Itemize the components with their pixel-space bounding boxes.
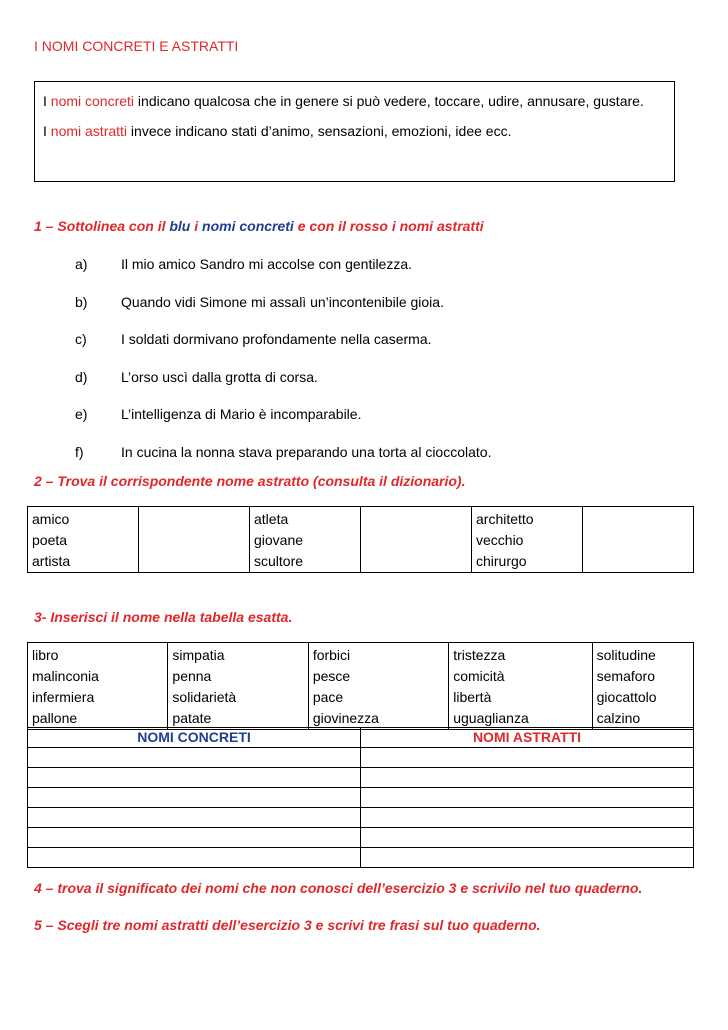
word: chirurgo (476, 553, 527, 569)
concreti-answer-cell[interactable] (28, 748, 361, 768)
word: amico (32, 511, 70, 527)
exercise2-word-cell (472, 507, 583, 573)
exercise2-table (27, 506, 694, 573)
sentence-d (75, 369, 491, 407)
word: infermiera (32, 689, 95, 705)
exercise3-word-column (168, 643, 308, 730)
sentence-letter: e) (75, 406, 88, 422)
exercise2-answer-cell[interactable] (583, 507, 694, 573)
word: pace (312, 689, 344, 705)
exercise1-part1: 1 – Sottolinea con il (34, 218, 170, 234)
word: calzino (596, 710, 641, 726)
word: patate (172, 710, 212, 726)
sentence-b (75, 294, 491, 332)
exercise1-blu: blu (169, 218, 191, 234)
word: penna (172, 668, 212, 684)
sentence-text: In cucina la nonna stava preparando una torta al cioccolato. (121, 443, 492, 460)
concreti-answer-cell[interactable] (28, 768, 361, 788)
word: pallone (32, 710, 78, 726)
sentence-a (75, 256, 491, 294)
page-title: I NOMI CONCRETI E ASTRATTI (34, 38, 239, 54)
exercise3-word-column (592, 643, 693, 730)
sentence-text: L’intelligenza di Mario è incomparabile. (121, 406, 362, 422)
word: architetto (476, 511, 534, 527)
table-row (28, 768, 694, 788)
sentence-c (75, 331, 491, 369)
word: atleta (254, 511, 289, 527)
sentence-letter: c) (75, 331, 87, 347)
sentence-e (75, 406, 491, 444)
astratti-answer-cell[interactable] (361, 848, 694, 868)
word: uguaglianza (453, 710, 529, 726)
word: artista (32, 553, 71, 569)
table-row (28, 808, 694, 828)
definition-astratti (43, 120, 666, 142)
exercise4-heading: 4 – trova il significato dei nomi che non conosci dell’esercizio 3 e scrivilo nel tuo quaderno. (34, 880, 643, 896)
word: solidarietà (172, 689, 237, 705)
word: forbici (312, 647, 351, 663)
sentence-text: I soldati dormivano profondamente nella caserma. (121, 331, 432, 347)
exercise1-term: nomi concreti (202, 218, 294, 234)
sentence-text: Il mio amico Sandro mi accolse con gentilezza. (121, 256, 413, 272)
word: solitudine (596, 647, 656, 663)
sentence-text: Quando vidi Simone mi assalì un’incontenibile gioia. (121, 293, 444, 310)
word: scultore (254, 553, 304, 569)
definition-astratti-prefix: I (43, 123, 51, 139)
definition-box (34, 81, 675, 182)
word: libertà (453, 689, 492, 705)
exercise1-heading (34, 218, 484, 234)
exercise3-heading: 3- Inserisci il nome nella tabella esatta. (34, 609, 293, 625)
term-nomi-concreti: nomi concreti (50, 93, 135, 109)
word: giocattolo (596, 689, 657, 705)
concreti-answer-cell[interactable] (28, 828, 361, 848)
exercise5-heading: 5 – Scegli tre nomi astratti dell’esercizio 3 e scrivi tre frasi sul tuo quaderno. (34, 917, 541, 933)
sentence-letter: f) (75, 443, 84, 460)
word: malinconia (32, 668, 99, 684)
sentence-text: L’orso uscì dalla grotta di corsa. (121, 368, 318, 385)
sentence-letter: d) (75, 368, 88, 385)
definition-concreti (43, 90, 666, 112)
sentence-letter: a) (75, 256, 88, 272)
classification-table (27, 727, 694, 868)
concreti-answer-cell[interactable] (28, 808, 361, 828)
word: giovinezza (312, 710, 379, 726)
word: tristezza (453, 647, 506, 663)
exercise2-answer-cell[interactable] (139, 507, 250, 573)
word: libro (32, 647, 59, 663)
astratti-answer-cell[interactable] (361, 788, 694, 808)
sentence-letter: b) (75, 293, 88, 310)
exercise2-word-cell (250, 507, 361, 573)
word: giovane (254, 532, 304, 548)
word: vecchio (476, 532, 524, 548)
table-row (28, 788, 694, 808)
exercise1-part2: i (190, 218, 203, 234)
word: poeta (32, 532, 68, 548)
exercise3-word-column (308, 643, 448, 730)
word: semaforo (596, 668, 655, 684)
astratti-answer-cell[interactable] (361, 748, 694, 768)
concreti-answer-cell[interactable] (28, 848, 361, 868)
exercise2-word-cell (28, 507, 139, 573)
exercise2-heading: 2 – Trova il corrispondente nome astratto (consulta il dizionario). (34, 473, 466, 489)
astratti-answer-cell[interactable] (361, 768, 694, 788)
concreti-answer-cell[interactable] (28, 788, 361, 808)
word: simpatia (172, 647, 225, 663)
definition-astratti-text: invece indicano stati d’animo, sensazioni, emozioni, idee ecc. (127, 123, 512, 139)
table-row (28, 748, 694, 768)
exercise3-word-column (28, 643, 168, 730)
nomi-concreti-header: NOMI CONCRETI (28, 728, 361, 748)
astratti-answer-cell[interactable] (361, 828, 694, 848)
definition-concreti-prefix: I (43, 93, 51, 109)
table-row (28, 848, 694, 868)
exercise1-part3: e con il rosso i nomi astratti (293, 218, 484, 234)
exercise3-word-column (449, 643, 592, 730)
table-row (28, 828, 694, 848)
definition-concreti-text: indicano qualcosa che in genere si può vedere, toccare, udire, annusare, gustare. (134, 93, 644, 109)
nomi-astratti-header: NOMI ASTRATTI (361, 728, 694, 748)
astratti-answer-cell[interactable] (361, 808, 694, 828)
word: comicità (453, 668, 505, 684)
term-nomi-astratti: nomi astratti (50, 123, 128, 139)
word: pesce (312, 668, 351, 684)
exercise1-sentence-list (75, 256, 491, 481)
exercise3-word-table (27, 642, 694, 730)
exercise2-answer-cell[interactable] (361, 507, 472, 573)
